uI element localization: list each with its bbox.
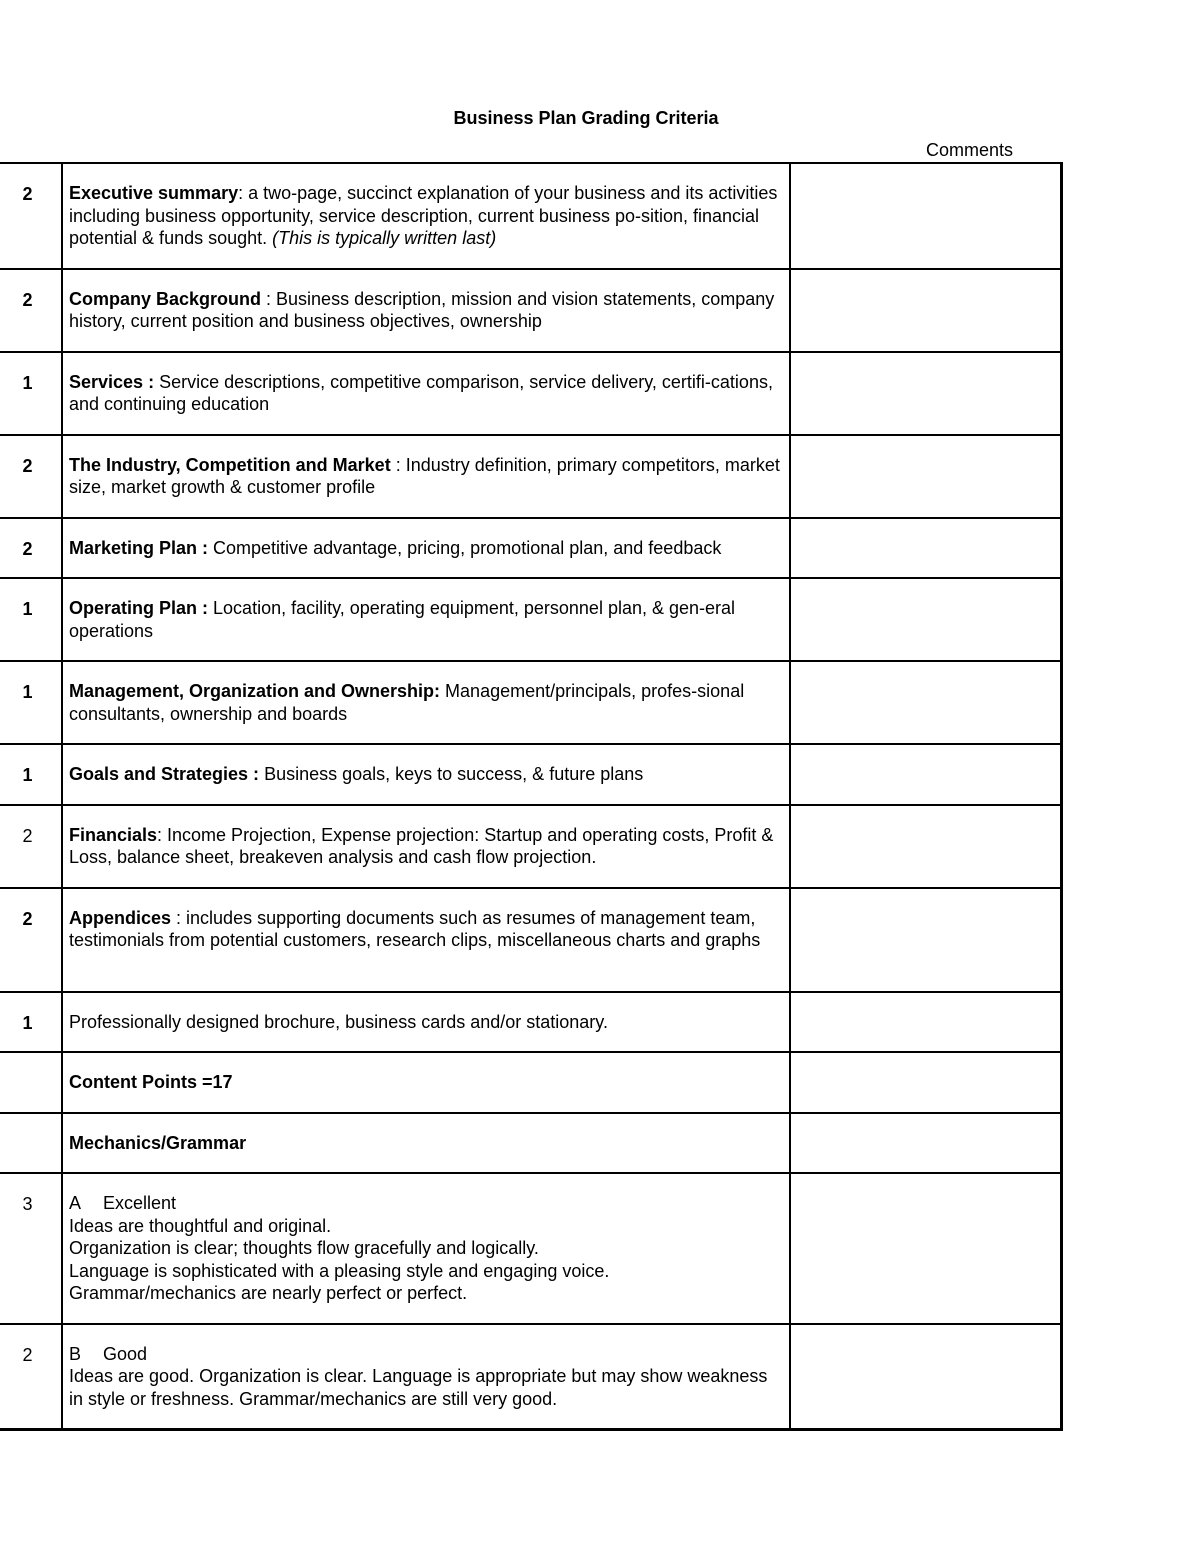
criteria-row	[0, 888, 1061, 992]
criteria-description	[62, 744, 790, 805]
criteria-description	[62, 269, 790, 352]
content-points-row	[0, 1052, 1061, 1113]
points-cell: 2	[0, 1324, 62, 1430]
criteria-row	[0, 661, 1061, 744]
criteria-label: Financials	[69, 824, 158, 845]
grading-criteria-table	[0, 162, 1063, 1431]
criteria-description	[62, 435, 790, 518]
grade-name: Good	[103, 1343, 148, 1364]
criteria-description	[62, 578, 790, 661]
criteria-text: Professionally designed brochure, business cards and/or stationary.	[69, 1011, 608, 1032]
criteria-text: Location, facility, operating equipment, personnel plan, & gen-eral operations	[69, 598, 736, 641]
comment-cell[interactable]	[790, 888, 1061, 992]
points-cell: 3	[0, 1173, 62, 1324]
points-cell: 2	[0, 888, 62, 992]
comment-cell[interactable]	[790, 163, 1061, 269]
points-cell: 1	[0, 578, 62, 661]
comment-cell[interactable]	[790, 1113, 1061, 1174]
criteria-description	[62, 352, 790, 435]
points-cell: 1	[0, 352, 62, 435]
criteria-text: : includes supporting documents such as resumes of management team, testimonials from potential customers, research clips, miscellaneous charts and graphs	[69, 907, 761, 950]
grade-row	[0, 1173, 1061, 1324]
grade-line: Ideas are good. Organization is clear. Language is appropriate but may show weakness in style or freshness. Grammar/mechanics are still very good.	[69, 1366, 768, 1409]
content-points-cell	[62, 1052, 790, 1113]
criteria-row	[0, 352, 1061, 435]
points-cell-empty	[0, 1052, 62, 1113]
mechanics-label: Mechanics/Grammar	[69, 1132, 247, 1153]
mechanics-cell	[62, 1113, 790, 1174]
criteria-description	[62, 518, 790, 579]
grade-description	[62, 1173, 790, 1324]
comment-cell[interactable]	[790, 352, 1061, 435]
criteria-row	[0, 518, 1061, 579]
comment-cell[interactable]	[790, 1324, 1061, 1430]
criteria-label: The Industry, Competition and Market	[69, 454, 391, 475]
criteria-text: Competitive advantage, pricing, promotional plan, and feedback	[208, 537, 722, 558]
comments-column-header: Comments	[926, 140, 1014, 160]
grade-description	[62, 1324, 790, 1430]
grade-line: Organization is clear; thoughts flow gracefully and logically.	[69, 1238, 539, 1258]
criteria-text: : a two-page, succinct explanation of your business and its activities including business opportunity, service description, current business po-sition, financial potential & funds sought.	[69, 183, 778, 248]
criteria-row	[0, 163, 1061, 269]
criteria-label: Services :	[69, 371, 155, 392]
comment-cell[interactable]	[790, 435, 1061, 518]
criteria-row	[0, 269, 1061, 352]
points-cell-empty	[0, 1113, 62, 1174]
comment-cell[interactable]	[790, 805, 1061, 888]
comment-cell[interactable]	[790, 1052, 1061, 1113]
comment-cell[interactable]	[790, 518, 1061, 579]
criteria-label: Operating Plan :	[69, 598, 209, 618]
comment-cell[interactable]	[790, 992, 1061, 1053]
criteria-text: : Business description, mission and vision statements, company history, current position and business objectives, ownership	[69, 288, 775, 331]
points-cell: 1	[0, 661, 62, 744]
criteria-label: Company Background	[69, 288, 262, 309]
points-cell: 2	[0, 163, 62, 269]
criteria-label: Appendices	[69, 907, 172, 928]
criteria-text: : Income Projection, Expense projection: Startup and operating costs, Profit & Loss, balance sheet, breakeven analysis and cash flow projection.	[69, 824, 774, 867]
comment-cell[interactable]	[790, 1173, 1061, 1324]
criteria-description	[62, 888, 790, 992]
comment-cell[interactable]	[790, 269, 1061, 352]
criteria-text: Business goals, keys to success, & future plans	[259, 764, 644, 784]
criteria-text: Service descriptions, competitive comparison, service delivery, certifi-cations, and continuing education	[69, 371, 773, 414]
points-cell: 2	[0, 805, 62, 888]
comment-cell[interactable]	[790, 744, 1061, 805]
comment-cell[interactable]	[790, 661, 1061, 744]
criteria-row	[0, 992, 1061, 1053]
grade-letter: A	[69, 1193, 82, 1213]
criteria-description	[62, 163, 790, 269]
criteria-description	[62, 992, 790, 1053]
grade-letter: B	[69, 1343, 82, 1364]
criteria-label: Executive summary	[69, 183, 239, 203]
points-cell: 2	[0, 435, 62, 518]
comment-cell[interactable]	[790, 578, 1061, 661]
criteria-row	[0, 805, 1061, 888]
criteria-description	[62, 805, 790, 888]
points-cell: 2	[0, 518, 62, 579]
grade-heading	[69, 1343, 783, 1366]
criteria-row	[0, 744, 1061, 805]
grade-row	[0, 1324, 1061, 1430]
grade-name: Excellent	[103, 1193, 177, 1213]
criteria-label: Goals and Strategies :	[69, 764, 260, 784]
mechanics-row	[0, 1113, 1061, 1174]
points-cell: 2	[0, 269, 62, 352]
points-cell: 1	[0, 744, 62, 805]
criteria-row	[0, 435, 1061, 518]
criteria-label: Management, Organization and Ownership:	[69, 681, 441, 701]
document-title: Business Plan Grading Criteria	[453, 108, 719, 128]
grade-heading	[69, 1192, 783, 1215]
grade-line: Ideas are thoughtful and original.	[69, 1215, 332, 1236]
grade-line: Language is sophisticated with a pleasing style and engaging voice.	[69, 1260, 610, 1281]
criteria-description	[62, 661, 790, 744]
points-cell: 1	[0, 992, 62, 1053]
criteria-note: (This is typically written last)	[272, 228, 497, 248]
criteria-row	[0, 578, 1061, 661]
content-points-label: Content Points =17	[69, 1072, 233, 1092]
criteria-label: Marketing Plan :	[69, 537, 209, 558]
criteria-text: Management/principals, profes-sional consultants, ownership and boards	[69, 681, 745, 724]
grade-line: Grammar/mechanics are nearly perfect or perfect.	[69, 1283, 468, 1303]
criteria-text: : Industry definition, primary competitors, market size, market growth & customer profile	[69, 454, 780, 497]
